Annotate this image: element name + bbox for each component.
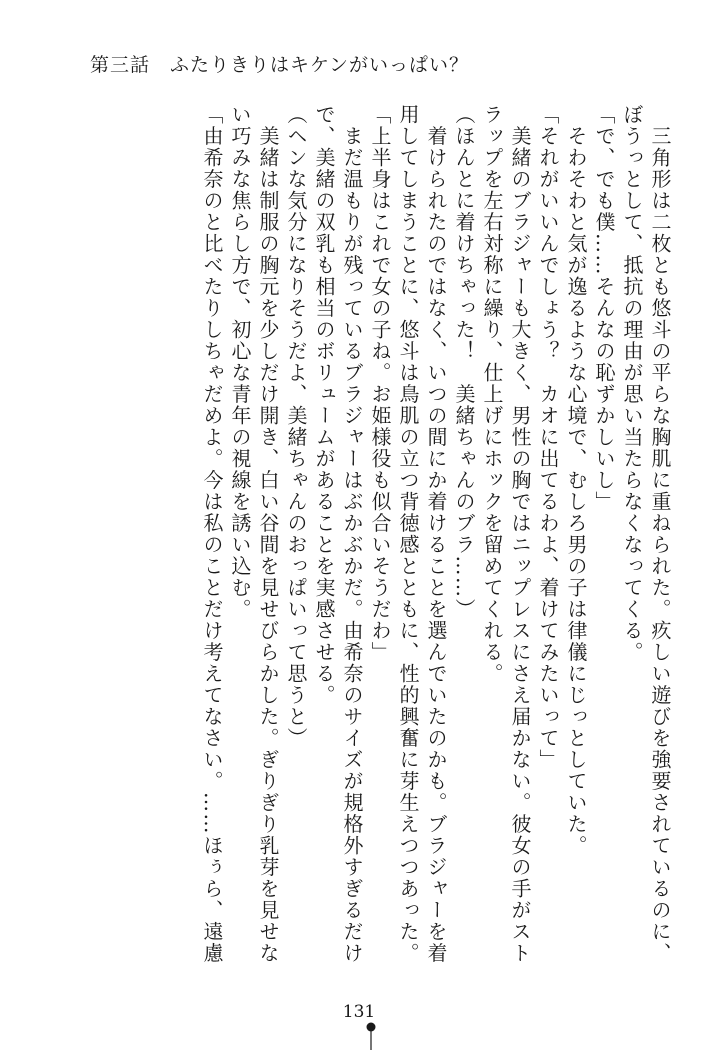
text-line: 三角形は二枚とも悠斗の平らな胸肌に重ねられた。疚しい遊びを強要されているのに、 xyxy=(648,104,672,964)
text-line: 「上半身はこれで女の子ね。お姫様役も似合いそうだわ」 xyxy=(368,104,392,663)
text-line: 着けられたのではなく、いつの間にか着けることを選んでいたのかも。ブラジャーを着 xyxy=(424,104,448,964)
running-head: 第三話 ふたりきりはキケンがいっぱい？ xyxy=(90,54,470,76)
text-line: で、美緒の双乳も相当のボリュームがあることを実感させる。 xyxy=(312,104,336,706)
text-line: まだ温もりが残っているブラジャーはぶかぶかだ。由希奈のサイズが規格外すぎるだけ xyxy=(340,104,364,964)
text-line: 美緒は制服の胸元を少しだけ開き、白い谷間を見せびらかした。ぎりぎり乳芽を見せな xyxy=(256,104,280,964)
text-line: ぼうっとして、抵抗の理由が思い当たらなくなってくる。 xyxy=(620,104,644,663)
text-line: 「それがいいんでしょう？ カオに出てるわよ、着けてみたいって」 xyxy=(536,104,560,771)
text-line: そわそわと気が逸るような心境で、むしろ男の子は律儀にじっとしていた。 xyxy=(564,104,588,857)
vertical-text-body xyxy=(104,104,674,984)
text-line: 「で、でも僕……そんなの恥ずかしいし」 xyxy=(592,104,616,513)
text-line: （ヘンな気分になりそうだよ、美緒ちゃんのおっぱいって思うと） xyxy=(284,104,308,749)
text-line: い巧みな焦らし方で、初心な青年の視線を誘い込む。 xyxy=(228,104,252,620)
page-marker-icon xyxy=(366,1022,376,1050)
text-line: 用してしまうことに、悠斗は鳥肌の立つ背徳感とともに、性的興奮に芽生えつつあった。 xyxy=(396,104,420,964)
text-line: （ほんとに着けちゃった！ 美緒ちゃんのブラ……） xyxy=(452,104,476,620)
text-line: 「由希奈のと比べたりしちゃだめよ。今は私のことだけ考えてなさい。……ほぅら、遠慮 xyxy=(200,104,224,964)
text-line: ラップを左右対称に繰り、仕上げにホックを留めてくれる。 xyxy=(480,104,504,685)
page-number: 131 xyxy=(342,1002,376,1022)
text-line: 美緒のブラジャーも大きく、男性の胸ではニップレスにさえ届かない。彼女の手がスト xyxy=(508,104,532,964)
